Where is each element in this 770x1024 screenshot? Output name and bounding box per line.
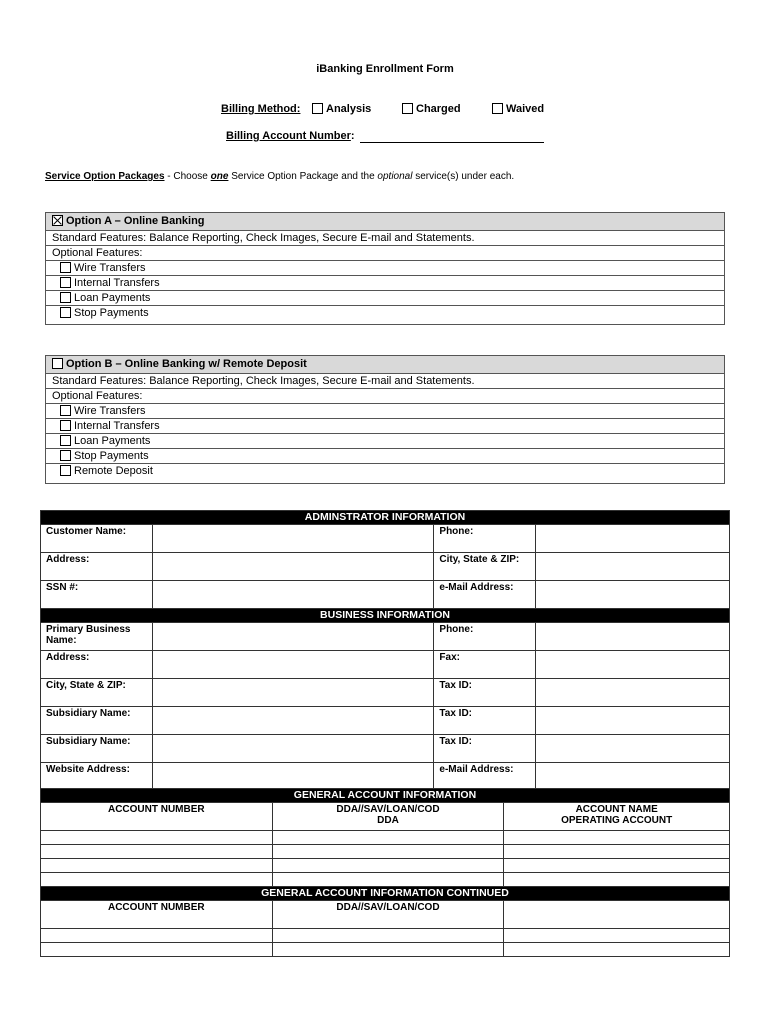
- checkbox-icon[interactable]: [60, 292, 71, 303]
- tax-id-label: Tax ID:: [434, 735, 536, 763]
- checkbox-icon[interactable]: [60, 450, 71, 461]
- option-a-optional-label: Optional Features:: [46, 245, 724, 260]
- admin-email-label: e-Mail Address:: [434, 581, 536, 609]
- website-input[interactable]: [152, 763, 434, 791]
- primary-business-label: Primary Business Name:: [41, 623, 153, 651]
- option-a-feature[interactable]: Loan Payments: [46, 290, 724, 305]
- service-instructions: Service Option Packages - Choose one Service Option Package and the optional service(s) under each.: [45, 171, 515, 182]
- tax-id-input[interactable]: [536, 735, 730, 763]
- checked-checkbox-icon[interactable]: [52, 215, 63, 226]
- subsidiary-name-input[interactable]: [152, 735, 434, 763]
- option-a-header[interactable]: Option A – Online Banking: [46, 213, 724, 230]
- option-a-feature[interactable]: Internal Transfers: [46, 275, 724, 290]
- ssn-label: SSN #:: [41, 581, 153, 609]
- checkbox-icon[interactable]: [52, 358, 63, 369]
- checkbox-icon[interactable]: [60, 420, 71, 431]
- tax-id-input[interactable]: [536, 707, 730, 735]
- business-city-input[interactable]: [152, 679, 434, 707]
- option-b-feature[interactable]: Loan Payments: [46, 433, 724, 448]
- option-a-feature[interactable]: Wire Transfers: [46, 260, 724, 275]
- tax-id-label: Tax ID:: [434, 679, 536, 707]
- billing-charged-option[interactable]: Charged: [402, 103, 461, 115]
- business-address-input[interactable]: [152, 651, 434, 679]
- admin-city-input[interactable]: [536, 553, 730, 581]
- subsidiary-name-label: Subsidiary Name:: [41, 735, 153, 763]
- business-email-input[interactable]: [536, 763, 730, 791]
- checkbox-icon[interactable]: [60, 307, 71, 318]
- checkbox-icon[interactable]: [60, 465, 71, 476]
- checkbox-icon[interactable]: [312, 103, 323, 114]
- table-row: [41, 943, 730, 957]
- checkbox-icon[interactable]: [402, 103, 413, 114]
- subsidiary-name-label: Subsidiary Name:: [41, 707, 153, 735]
- admin-business-table: [40, 510, 730, 791]
- checkbox-icon[interactable]: [60, 277, 71, 288]
- table-row: [41, 859, 730, 873]
- tax-id-input[interactable]: [536, 679, 730, 707]
- business-city-label: City, State & ZIP:: [41, 679, 153, 707]
- business-header: BUSINESS INFORMATION: [41, 609, 730, 623]
- billing-waived-option[interactable]: Waived: [492, 103, 544, 115]
- business-address-label: Address:: [41, 651, 153, 679]
- option-b-header[interactable]: Option B – Online Banking w/ Remote Deposit: [46, 356, 724, 373]
- option-b-feature[interactable]: Remote Deposit: [46, 463, 724, 478]
- general-continued-header: GENERAL ACCOUNT INFORMATION CONTINUED: [41, 887, 730, 901]
- admin-address-label: Address:: [41, 553, 153, 581]
- table-row: [41, 845, 730, 859]
- account-type-header: DDA//SAV/LOAN/COD: [272, 901, 504, 929]
- business-phone-label: Phone:: [434, 623, 536, 651]
- fax-label: Fax:: [434, 651, 536, 679]
- option-a-standard: Standard Features: Balance Reporting, Check Images, Secure E-mail and Statements.: [46, 230, 724, 245]
- customer-name-input[interactable]: [152, 525, 434, 553]
- business-email-label: e-Mail Address:: [434, 763, 536, 791]
- tax-id-label: Tax ID:: [434, 707, 536, 735]
- billing-method-label: Billing Method:: [221, 103, 301, 115]
- primary-business-input[interactable]: [152, 623, 434, 651]
- billing-account-label: Billing Account Number: [226, 130, 351, 142]
- account-number-header: ACCOUNT NUMBER: [41, 803, 273, 831]
- checkbox-icon[interactable]: [60, 435, 71, 446]
- option-a-feature[interactable]: Stop Payments: [46, 305, 724, 320]
- admin-header: ADMINSTRATOR INFORMATION: [41, 511, 730, 525]
- form-title: iBanking Enrollment Form: [316, 63, 454, 75]
- option-b-optional-label: Optional Features:: [46, 388, 724, 403]
- business-phone-input[interactable]: [536, 623, 730, 651]
- admin-email-input[interactable]: [536, 581, 730, 609]
- table-row: [41, 873, 730, 887]
- general-header: GENERAL ACCOUNT INFORMATION: [41, 789, 730, 803]
- customer-name-label: Customer Name:: [41, 525, 153, 553]
- checkbox-icon[interactable]: [60, 262, 71, 273]
- option-b-feature[interactable]: Internal Transfers: [46, 418, 724, 433]
- option-b-standard: Standard Features: Balance Reporting, Check Images, Secure E-mail and Statements.: [46, 373, 724, 388]
- checkbox-icon[interactable]: [60, 405, 71, 416]
- fax-input[interactable]: [536, 651, 730, 679]
- ssn-input[interactable]: [152, 581, 434, 609]
- website-label: Website Address:: [41, 763, 153, 791]
- admin-city-label: City, State & ZIP:: [434, 553, 536, 581]
- option-b-feature[interactable]: Stop Payments: [46, 448, 724, 463]
- option-b-box: [45, 355, 725, 484]
- admin-phone-input[interactable]: [536, 525, 730, 553]
- billing-account-input[interactable]: [360, 142, 544, 143]
- admin-address-input[interactable]: [152, 553, 434, 581]
- option-a-box: [45, 212, 725, 325]
- general-account-table: [40, 788, 730, 957]
- admin-phone-label: Phone:: [434, 525, 536, 553]
- table-row: [41, 831, 730, 845]
- checkbox-icon[interactable]: [492, 103, 503, 114]
- account-number-header: ACCOUNT NUMBER: [41, 901, 273, 929]
- account-name-header: ACCOUNT NAME OPERATING ACCOUNT: [504, 803, 730, 831]
- billing-account-row: Billing Account Number:: [226, 130, 355, 142]
- account-type-header: DDA//SAV/LOAN/COD DDA: [272, 803, 504, 831]
- option-b-feature[interactable]: Wire Transfers: [46, 403, 724, 418]
- billing-analysis-option[interactable]: Analysis: [312, 103, 371, 115]
- table-row: [41, 929, 730, 943]
- subsidiary-name-input[interactable]: [152, 707, 434, 735]
